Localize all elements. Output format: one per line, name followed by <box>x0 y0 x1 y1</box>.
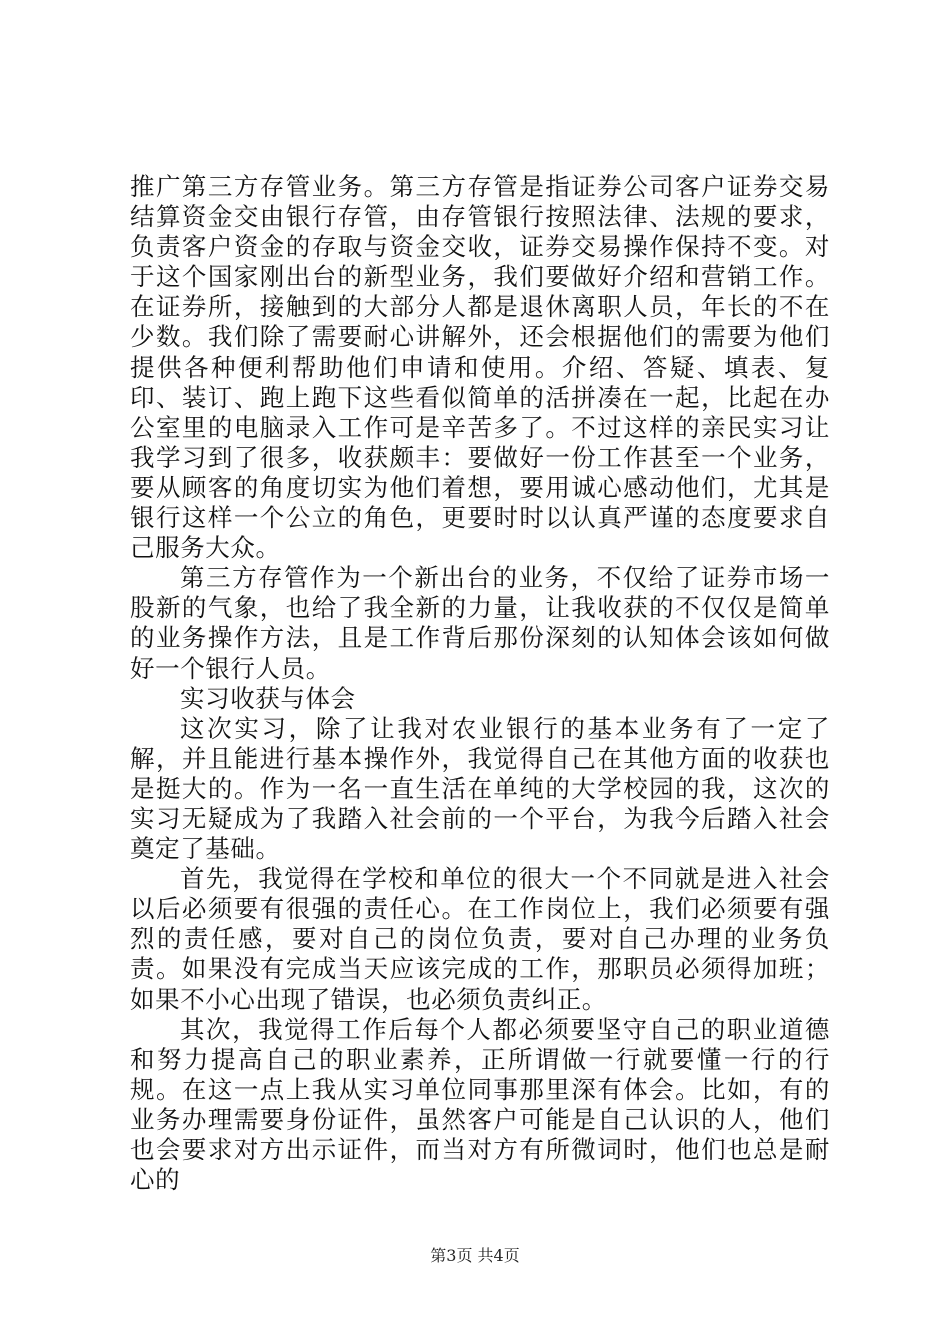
paragraph-third-party-custody: 推广第三方存管业务。第三方存管是指证券公司客户证券交易结算资金交由银行存管，由存管银行按照法律、法规的要求，负责客户资金的存取与资金交收，证券交易操作保持不变。对于这个国家刚出台的新型业务，我们要做好介绍和营销工作。在证券所，接触到的大部分人都是退休离职人员，年长的不在少数。我们除了需要耐心讲解外，还会根据他们的需要为他们提供各种便利帮助他们申请和使用。介绍、答疑、填表、复印、装订、跑上跑下这些看似简单的活拼凑在一起，比起在办公室里的电脑录入工作可是辛苦多了。不过这样的亲民实习让我学习到了很多，收获颇丰：要做好一份工作甚至一个业务，要从顾客的角度切实为他们着想，要用诚心感动他们，尤其是银行这样一个公立的角色，更要时时以认真严谨的态度要求自己服务大众。 <box>130 172 830 563</box>
paragraph-responsibility: 首先，我觉得在学校和单位的很大一个不同就是进入社会以后必须要有很强的责任心。在工作岗位上，我们必须要有强烈的责任感，要对自己的岗位负责，要对自己办理的业务负责。如果没有完成当天应该完成的工作，那职员必须得加班；如果不小心出现了错误，也必须负责纠正。 <box>130 864 830 1014</box>
paragraph-professional-ethics: 其次，我觉得工作后每个人都必须要坚守自己的职业道德和努力提高自己的职业素养，正所谓做一行就要懂一行的行规。在这一点上我从实习单位同事那里深有体会。比如，有的业务办理需要身份证件，虽然客户可能是自己认识的人，他们也会要求对方出示证件，而当对方有所微词时，他们也总是耐心的 <box>130 1014 830 1195</box>
paragraph-internship-summary: 这次实习，除了让我对农业银行的基本业务有了一定了解，并且能进行基本操作外，我觉得自己在其他方面的收获也是挺大的。作为一名一直生活在单纯的大学校园的我，这次的实习无疑成为了我踏入社会前的一个平台，为我今后踏入社会奠定了基础。 <box>130 713 830 864</box>
paragraph-new-business: 第三方存管作为一个新出台的业务，不仅给了证券市场一股新的气象，也给了我全新的力量，让我收获的不仅仅是简单的业务操作方法，且是工作背后那份深刻的认知体会该如何做好一个银行人员。 <box>130 563 830 683</box>
document-body <box>130 172 830 1195</box>
page-number-footer: 第3页 共4页 <box>430 1246 520 1265</box>
section-heading-gains: 实习收获与体会 <box>180 683 356 713</box>
